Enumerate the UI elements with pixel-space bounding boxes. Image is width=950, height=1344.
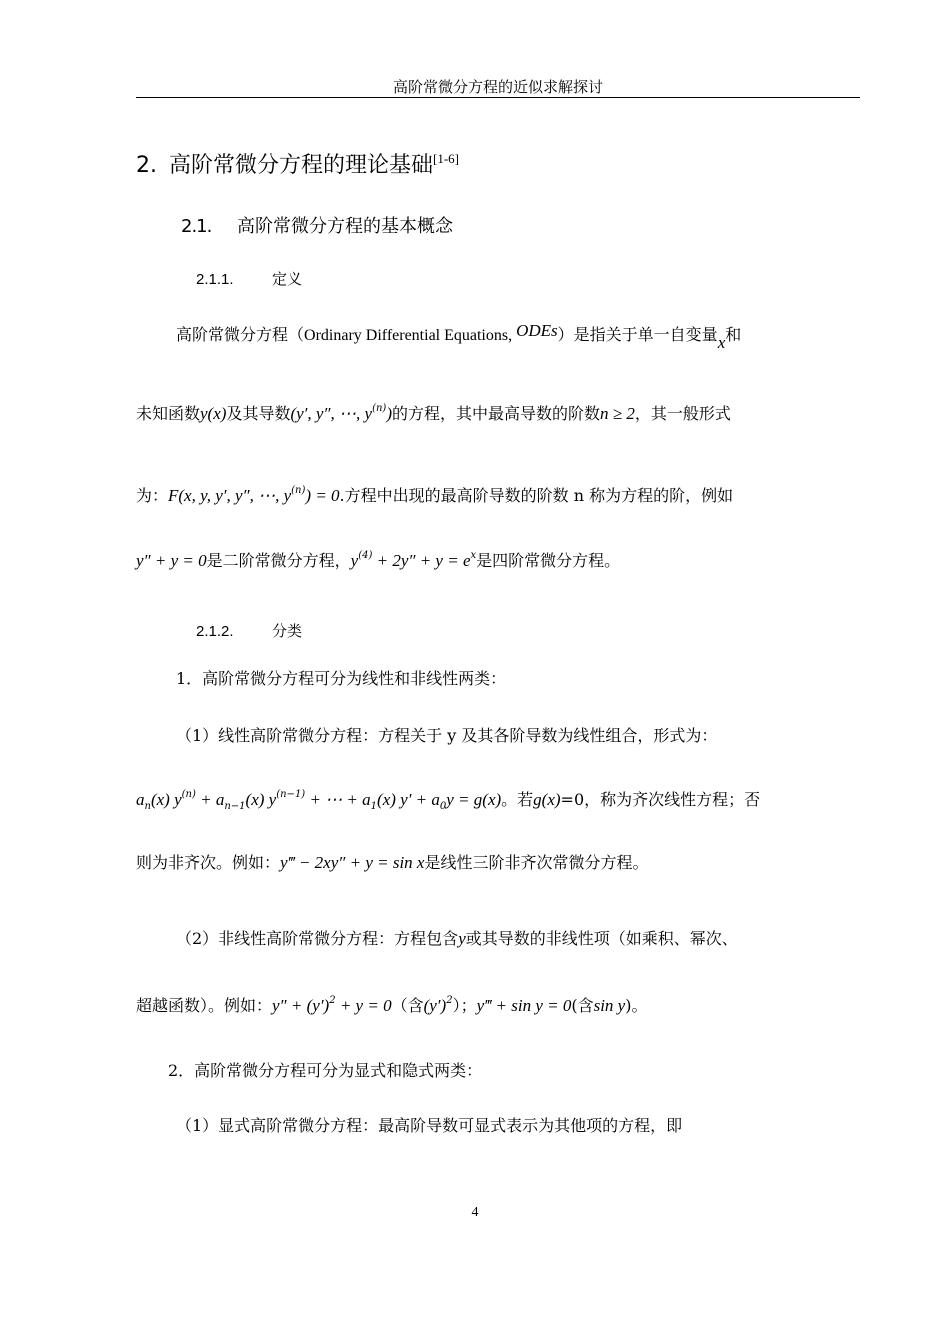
- nonlinear-example-line: 超越函数）。例如：$y'' + (y')^2 + y = 0$（含$(y')^2$）；y‴ + sin y = 0(含sin y)。: [136, 995, 648, 1015]
- subsection-heading: [181, 212, 453, 238]
- definition-line-3: 为：F(x, y, y′, y″, ⋯, $y^{(n)}) = 0$.方程中出现的最高阶导数的阶数 n 称为方程的阶，例如: [136, 485, 734, 505]
- section-citation: [1-6]: [433, 151, 460, 166]
- classification-item-2: 2．高阶常微分方程可分为显式和隐式两类：: [168, 1061, 483, 1080]
- subsubsection-heading-definition: [196, 268, 302, 289]
- nonlinear-definition-line: （2）非线性高阶常微分方程：方程包含y或其导数的非线性项（如乘积、幂次、: [176, 929, 738, 948]
- subsubsection-heading-classification: [196, 620, 302, 641]
- definition-line-1: 高阶常微分方程（Ordinary Differential Equations, ODEs）是指关于单一自变量x和: [176, 321, 742, 352]
- section-number: 2.: [136, 153, 157, 178]
- page-number: 4: [471, 1205, 479, 1220]
- subsubsection-title: 分类: [272, 622, 303, 640]
- definition-line-2: 未知函数y(x)及其导数(y′, y″, ⋯, $y^{(n)}$)的方程，其中最高导数的阶数n ≥ 2，其一般形式: [136, 403, 731, 423]
- linear-formula-line: $a_n(x) y^{(n)} + a_{n-1}(x) y^{(n-1)}$ + ⋯ + $a_1(x) y' + a_0y = g(x)$。若g(x)=0，称为齐次线性方程；否: [136, 789, 761, 812]
- definition-line-4: y″ + y = 0是二阶常微分方程，$y^{(4)} + 2y'' + y = e^x$是四阶常微分方程。: [136, 550, 621, 570]
- subsubsection-title: 定义: [272, 270, 303, 288]
- classification-item-1: 1．高阶常微分方程可分为线性和非线性两类：: [176, 669, 507, 688]
- linear-example-line: 则为非齐次。例如：y‴ − 2xy″ + y = sin x是线性三阶非齐次常微分方程。: [136, 853, 649, 872]
- running-header: 高阶常微分方程的近似求解探讨: [392, 78, 603, 96]
- explicit-definition-line: （1）显式高阶常微分方程：最高阶导数可显式表示为其他项的方程，即: [176, 1116, 683, 1135]
- subsubsection-number: 2.1.1.: [196, 271, 234, 288]
- section-heading: [136, 148, 459, 179]
- header-rule: [136, 97, 860, 98]
- linear-definition-line: （1）线性高阶常微分方程：方程关于 y 及其各阶导数为线性组合，形式为：: [176, 726, 718, 745]
- subsection-title: 高阶常微分方程的基本概念: [237, 216, 453, 237]
- section-title: 高阶常微分方程的理论基础: [169, 153, 434, 178]
- subsubsection-number: 2.1.2.: [196, 623, 234, 640]
- subsection-number: 2.1.: [181, 216, 212, 237]
